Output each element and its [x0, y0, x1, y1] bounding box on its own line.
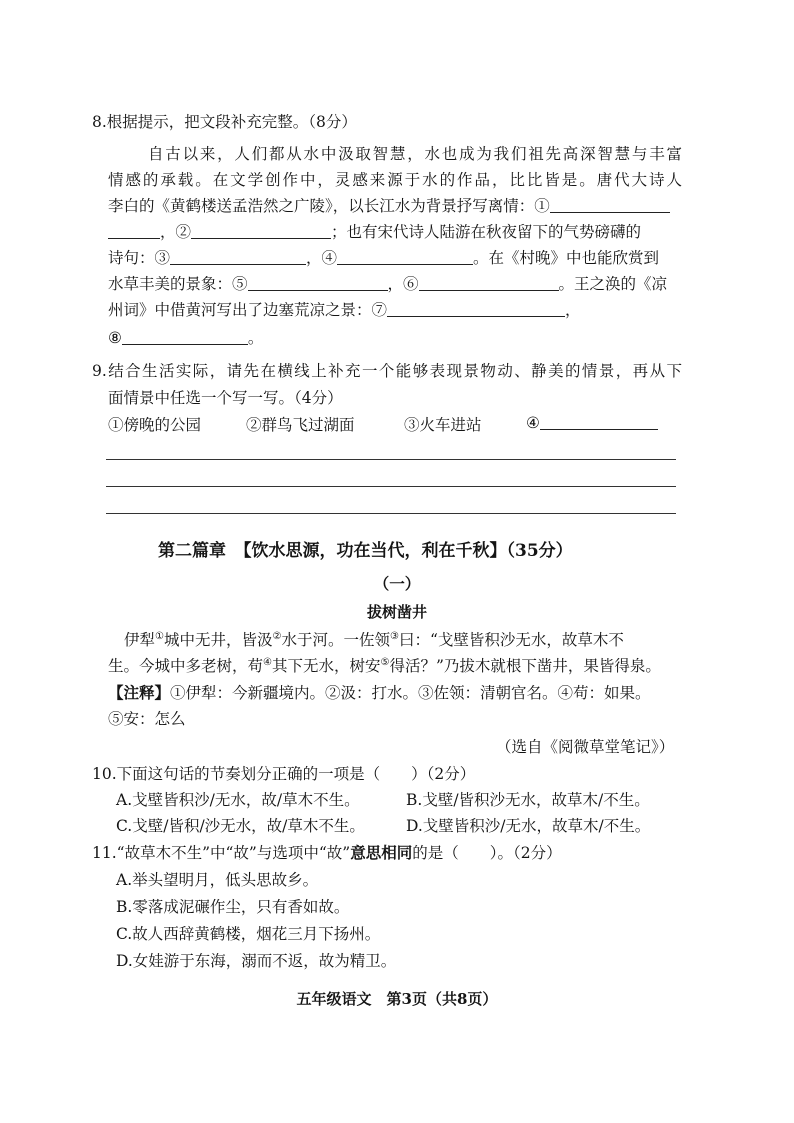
q8-line-6 [108, 274, 667, 294]
q8-line-1: 自古以来，人们都从水中汲取智慧，水也成为我们祖先高深智慧与丰富 [148, 145, 682, 163]
blank-5[interactable] [248, 274, 388, 291]
q11-option-a[interactable]: A.举头望明月，低头思故乡。 [116, 871, 319, 889]
note-ref-3: ③ [389, 631, 399, 642]
passage-text-2c: 得活？”乃拔木就根下凿井，果皆得泉。 [389, 657, 661, 675]
q10-option-b[interactable]: B.戈壁/皆积沙无水，故草木/不生。 [406, 791, 650, 809]
note-ref-5: ⑤ [380, 657, 390, 668]
blank-3[interactable] [170, 248, 306, 265]
q8-line-4-text: ；也有宋代诗人陆游在秋夜留下的气势磅礴的 [331, 223, 642, 241]
blank-2[interactable] [191, 222, 331, 239]
q8-line-5 [108, 248, 659, 268]
chapter-theme: 【饮水思源，功在当代，利在千秋】（35分） [243, 541, 573, 561]
passage-title: 拔树凿井 [366, 603, 427, 621]
q11-stem-c: 的是（ ）。（2分） [412, 844, 562, 862]
passage-line-1 [124, 630, 680, 650]
passage-text-1a: 伊犁 [124, 631, 156, 649]
note-ref-1: ① [155, 631, 164, 642]
q8-line-5-a: 诗句：③ [108, 249, 171, 267]
blank-1[interactable] [550, 196, 670, 213]
q9-option-2: ②群鸟飞过湖面 [246, 416, 355, 434]
q10-option-d[interactable]: D.戈壁皆积沙/无水，故草木/不生。 [406, 817, 651, 835]
q11-option-b[interactable]: B.零落成泥碾作尘，只有香如故。 [116, 898, 350, 916]
q8-line-6-a: 水草丰美的景象：⑤ [108, 275, 248, 293]
q11-option-c[interactable]: C.故人西辞黄鹤楼，烟花三月下扬州。 [116, 925, 381, 943]
page-footer: 五年级语文 第3页（共8页） [296, 990, 498, 1008]
notes-line-1 [108, 683, 651, 703]
chapter-name: 第二篇章 [158, 541, 226, 561]
q8-line-8-a: ⑧ [108, 329, 122, 347]
note-ref-2: ② [272, 631, 282, 642]
q8-line-8-b: 。 [247, 329, 264, 347]
answer-line-3[interactable] [106, 513, 676, 514]
q8-line-4 [108, 222, 641, 242]
q8-line-2: 情感的承载。在文学创作中，灵感来源于水的作品，比比皆是。唐代大诗人 [108, 171, 682, 189]
notes-label: 【注释】 [108, 683, 171, 702]
q8-line-7 [108, 300, 581, 320]
q11-option-d[interactable]: D.女娃游于东海，溺而不返，故为精卫。 [116, 952, 397, 970]
passage-number: （一） [373, 574, 421, 593]
passage-source: （选自《阅微草堂笔记》） [496, 738, 675, 756]
q8-line-5-c: 。在《村晚》中也能欣赏到 [473, 249, 660, 267]
notes-text-1: ①伊犁：今新疆境内。②汲：打水。③佐领：清朝官名。④苟：如果。 [170, 684, 651, 702]
blank-1-cont[interactable] [108, 222, 160, 239]
passage-text-2a: 生。今城中多老树，苟 [108, 657, 264, 675]
q11-stem-a: 11.“故草木不生”中“故”与选项中“故” [92, 844, 351, 862]
q10-option-a[interactable]: A.戈壁皆积沙/无水，故/草木不生。 [116, 791, 360, 809]
q8-title: 8.根据提示，把文段补充完整。（8分） [92, 113, 357, 131]
blank-7[interactable] [387, 300, 565, 317]
q11-stem [92, 843, 562, 863]
blank-4[interactable] [337, 248, 473, 265]
note-ref-4: ④ [263, 657, 272, 668]
q9-option-4-label: ④ [526, 414, 540, 432]
q8-line-7-b: ， [565, 301, 581, 319]
q9-option-3: ③火车进站 [404, 416, 482, 434]
answer-line-1[interactable] [106, 459, 676, 460]
q8-line-7-a: 州词》中借黄河写出了边塞荒凉之景：⑦ [108, 301, 388, 319]
q9-option-1: ①傍晚的公园 [108, 416, 202, 434]
q10-option-c[interactable]: C.戈壁/皆积/沙无水，故/草木不生。 [116, 817, 365, 835]
q8-line-8 [108, 328, 263, 348]
passage-line-2 [108, 656, 661, 676]
q8-line-6-c: 。王之涣的《凉 [558, 275, 668, 293]
blank-6[interactable] [419, 274, 559, 291]
answer-line-2[interactable] [106, 486, 676, 487]
q8-line-4-sep: ，② [160, 223, 192, 241]
passage-text-1b: 城中无井，皆汲 [163, 631, 273, 649]
q9-option-4 [526, 413, 658, 432]
passage-text-2b: 其下无水，树安 [271, 657, 381, 675]
q9-option-4-blank[interactable] [540, 413, 658, 430]
q8-line-5-b: ，④ [306, 249, 338, 267]
notes-line-2: ⑤安：怎么 [108, 710, 186, 728]
chapter-heading [158, 536, 573, 561]
q8-line-6-b: ，⑥ [387, 275, 419, 293]
q8-line-3-text: 李白的《黄鹤楼送孟浩然之广陵》，以长江水为背景抒写离情：① [108, 197, 550, 215]
q8-line-3 [108, 196, 670, 216]
q9-line-2: 面情景中任选一个写一写。（4分） [108, 389, 343, 407]
passage-text-1d: 曰：“戈壁皆积沙无水，故草木不 [398, 631, 624, 649]
passage-text-1c: 水于河。一佐领 [281, 631, 390, 649]
q11-stem-emphasis: 意思相同 [350, 843, 413, 862]
q9-line-1: 9.结合生活实际，请先在横线上补充一个能够表现景物动、静美的情景，再从下 [92, 362, 682, 380]
q10-stem: 10.下面这句话的节奏划分正确的一项是（ ）（2分） [92, 765, 476, 783]
blank-8[interactable] [122, 328, 248, 345]
